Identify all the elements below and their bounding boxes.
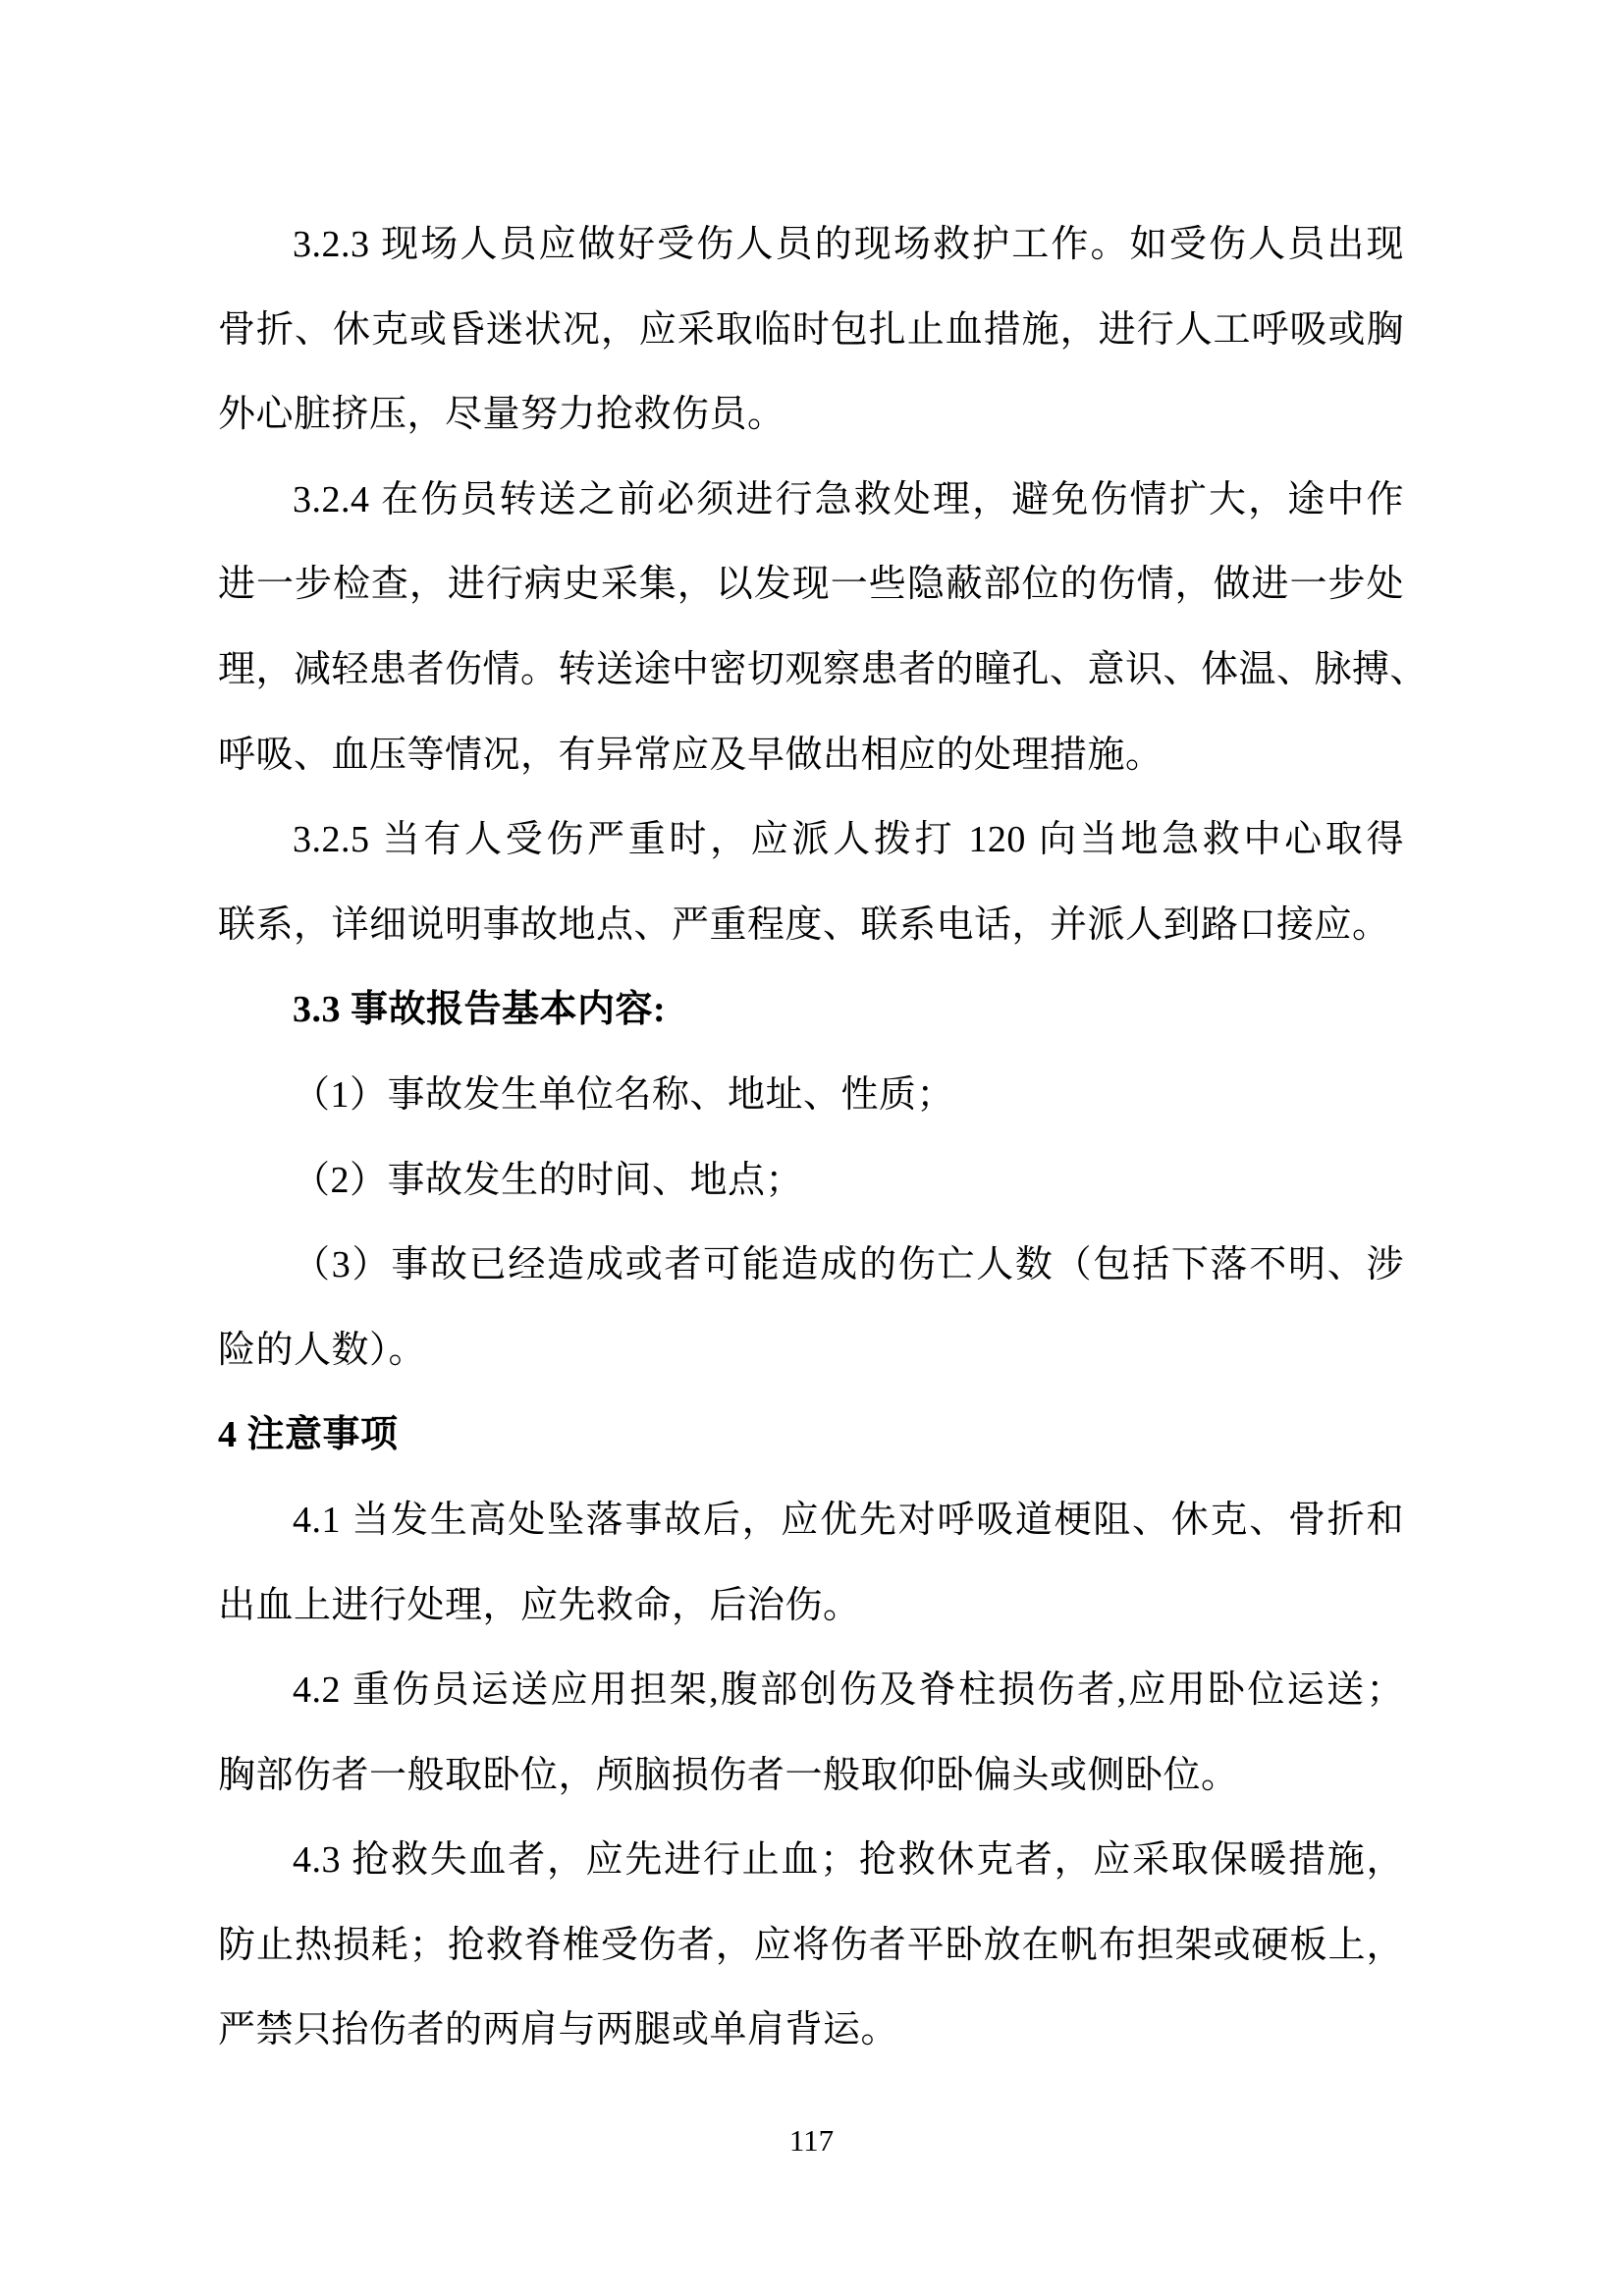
page-footer [0,2123,1623,2159]
text-line: 骨折、休克或昏迷状况，应采取临时包扎止血措施，进行人工呼吸或胸 [218,308,1404,351]
text-line: 防止热损耗；抢救脊椎受伤者，应将伤者平卧放在帆布担架或硬板上， [218,1924,1404,1966]
text-line: 4.1 当发生高处坠落事故后，应优先对呼吸道梗阻、休克、骨折和 [293,1499,1404,1541]
list-item-2 [218,1138,1404,1224]
text-line: 理，减轻患者伤情。转送途中密切观察患者的瞳孔、意识、体温、脉搏、 [218,648,1429,690]
paragraph-3-2-4 [218,458,1429,797]
list-item-3 [218,1223,1404,1393]
text-line: 进一步检查，进行病史采集，以发现一些隐蔽部位的伤情，做进一步处 [218,564,1404,606]
text-line: 3.2.3 现场人员应做好受伤人员的现场救护工作。如受伤人员出现 [293,224,1404,265]
text-line: 4 注意事项 [218,1414,399,1456]
text-line: （1）事故发生单位名称、地址、性质； [293,1073,955,1116]
text-line: （2）事故发生的时间、地点； [293,1159,804,1201]
text-line: 3.3 事故报告基本内容: [293,989,667,1031]
document-body [218,202,1429,2073]
paragraph-4-1 [218,1478,1404,1648]
heading-3-3 [218,967,1404,1053]
paragraph-4-2 [218,1648,1404,1818]
heading-4 [218,1393,1404,1478]
text-line: 呼吸、血压等情况，有异常应及早做出相应的处理措施。 [218,734,1163,776]
text-line: 联系，详细说明事故地点、严重程度、联系电话，并派人到路口接应。 [218,903,1390,946]
text-line: 3.2.4 在伤员转送之前必须进行急救处理，避免伤情扩大，途中作 [293,478,1404,520]
page-number: 117 [788,2123,835,2158]
paragraph-3-2-5 [218,797,1404,967]
text-line: 4.3 抢救失血者，应先进行止血；抢救休克者，应采取保暖措施， [293,1839,1404,1882]
text-line: 严禁只抬伤者的两肩与两腿或单肩背运。 [218,2009,899,2051]
text-line: 外心脏挤压，尽量努力抢救伤员。 [218,394,785,436]
paragraph-3-2-3 [218,202,1404,458]
text-line: 胸部伤者一般取卧位，颅脑损伤者一般取仰卧偏头或侧卧位。 [218,1754,1239,1796]
text-line: 出血上进行处理，应先救命，后治伤。 [218,1584,861,1626]
list-item-1 [218,1053,1404,1138]
text-line: 3.2.5 当有人受伤严重时，应派人拨打 120 向当地急救中心取得 [293,819,1404,861]
text-line: 险的人数）。 [218,1329,427,1371]
paragraph-4-3 [218,1818,1404,2073]
text-line: （3）事故已经造成或者可能造成的伤亡人数（包括下落不明、涉 [293,1244,1404,1286]
text-line: 4.2 重伤员运送应用担架,腹部创伤及脊柱损伤者,应用卧位运送； [293,1669,1404,1712]
